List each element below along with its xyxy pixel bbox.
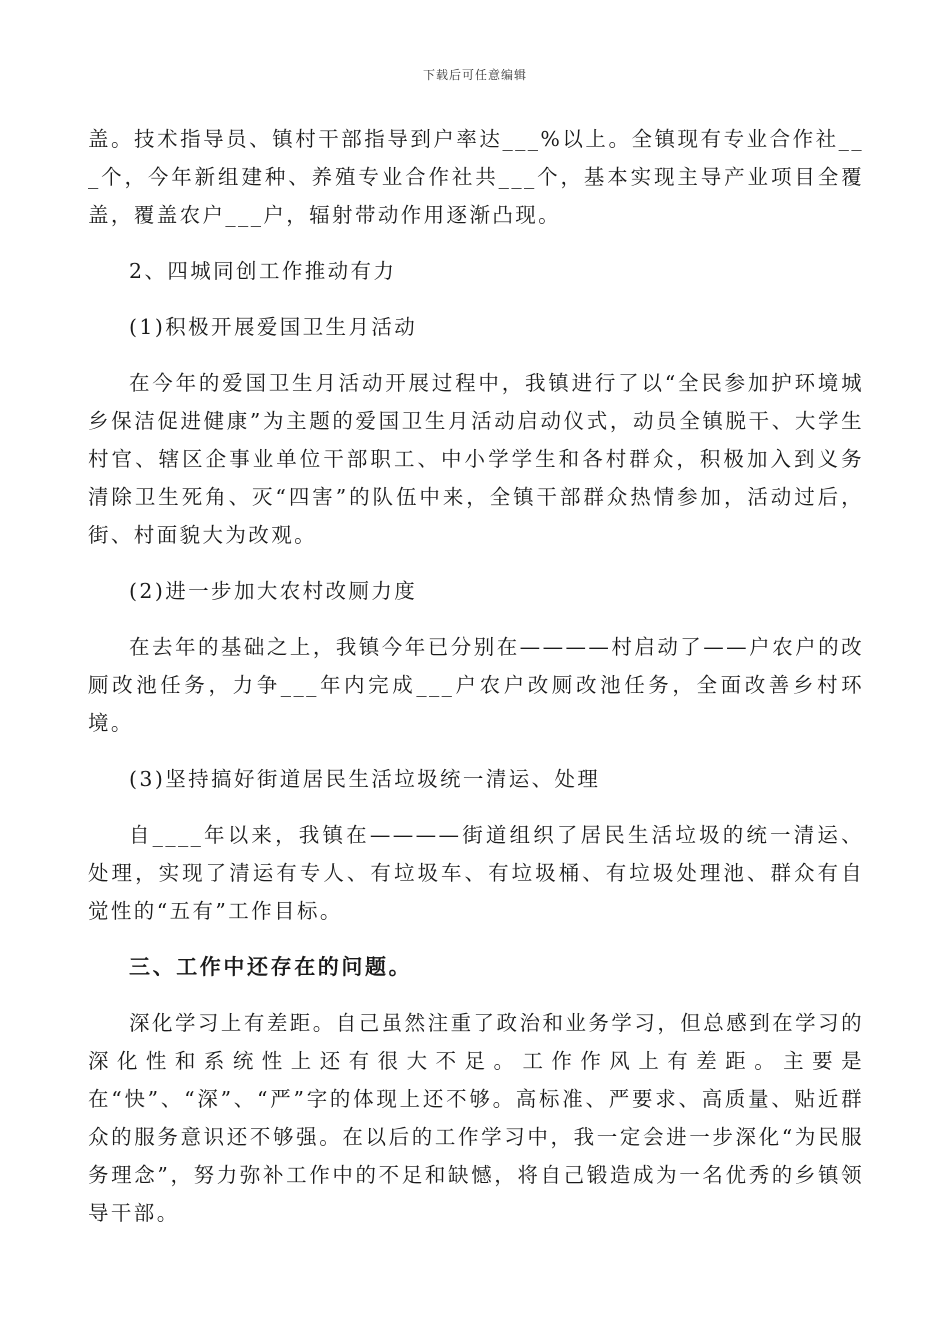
- paragraph-problems: 深化学习上有差距。自己虽然注重了政治和业务学习，但总感到在学习的深化性和系统性上还有很大不足。工作作风上有差距。主要是在“快”、“深”、“严”字的体现上还不够。高标准、严要求、高质量、贴近群众的服务意识还不够强。在以后的工作学习中，我一定会进一步深化“为民服务理念”，努力弥补工作中的不足和缺憾，将自己锻造成为一名优秀的乡镇领导干部。: [88, 1011, 864, 1225]
- subheading-toilet-reform: (2)进一步加大农村改厕力度: [129, 579, 418, 603]
- paragraph-garbage: 自____年以来，我镇在————街道组织了居民生活垃圾的统一清运、处理，实现了清运有专人、有垃圾车、有垃圾桶、有垃圾处理池、群众有自觉性的“五有”工作目标。: [88, 823, 864, 923]
- paragraph-cooperatives: 盖。技术指导员、镇村干部指导到户率达___%以上。全镇现有专业合作社___个，今年新组建种、养殖专业合作社共___个，基本实现主导产业项目全覆盖，覆盖农户___户，辐射带动作用逐渐凸现。: [88, 127, 864, 227]
- subheading-health-month: (1)积极开展爱国卫生月活动: [129, 315, 418, 339]
- subheading-four-cities: 2、四城同创工作推动有力: [129, 259, 397, 283]
- subheading-garbage: (3)坚持搞好街道居民生活垃圾统一清运、处理: [129, 767, 601, 791]
- section-heading-problems: 三、工作中还存在的问题。: [129, 954, 413, 979]
- paragraph-toilet-reform: 在去年的基础之上，我镇今年已分别在————村启动了——户农户的改厕改池任务，力争___年内完成___户农户改厕改池任务，全面改善乡村环境。: [88, 635, 864, 735]
- paragraph-health-month: 在今年的爱国卫生月活动开展过程中，我镇进行了以“全民参加护环境城乡保洁促进健康”为主题的爱国卫生月活动启动仪式，动员全镇脱干、大学生村官、辖区企事业单位干部职工、中小学学生和各村群众，积极加入到义务清除卫生死角、灭“四害”的队伍中来，全镇干部群众热情参加，活动过后，街、村面貌大为改观。: [88, 371, 864, 547]
- document-body: [88, 120, 864, 1250]
- page-header-note: 下载后可任意编辑: [422, 68, 527, 82]
